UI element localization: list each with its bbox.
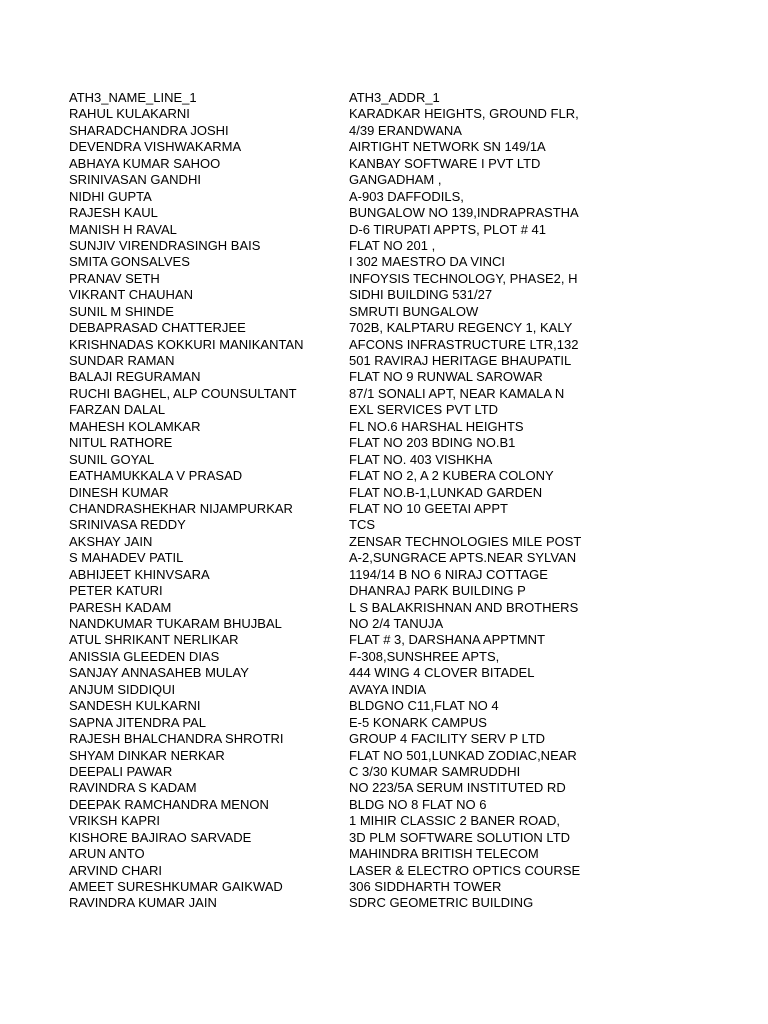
name-cell: DEEPAK RAMCHANDRA MENON [69,796,269,812]
address-cell: A-2,SUNGRACE APTS.NEAR SYLVAN [349,550,577,566]
name-cell: VIKRANT CHAUHAN [69,287,194,303]
table-row [69,304,589,320]
table-row [69,517,589,533]
table-row [69,222,589,238]
name-cell: SHYAM DINKAR NERKAR [69,747,225,763]
address-cell: 3D PLM SOFTWARE SOLUTION LTD [349,829,571,845]
table-row [69,369,589,385]
table-row [69,123,589,139]
table-row [69,632,589,648]
table-row [69,649,589,665]
table-row [69,238,589,254]
address-cell: I 302 MAESTRO DA VINCI [349,254,506,270]
address-cell: FLAT NO 501,LUNKAD ZODIAC,NEAR [349,747,577,763]
name-cell: PETER KATURI [69,583,163,599]
name-cell: KISHORE BAJIRAO SARVADE [69,829,252,845]
name-cell: RUCHI BAGHEL, ALP COUNSULTANT [69,385,297,401]
address-cell: DHANRAJ PARK BUILDING P [349,583,526,599]
name-cell: S MAHADEV PATIL [69,550,184,566]
name-cell: SANDESH KULKARNI [69,698,201,714]
name-cell: ANISSIA GLEEDEN DIAS [69,648,220,664]
name-cell: PARESH KADAM [69,599,172,615]
table-row [69,534,589,550]
table-row [69,567,589,583]
name-cell: RAJESH BHALCHANDRA SHROTRI [69,731,284,747]
address-cell: MAHINDRA BRITISH TELECOM [349,846,539,862]
address-cell: A-903 DAFFODILS, [349,188,464,204]
table-row [69,271,589,287]
address-cell: F-308,SUNSHREE APTS, [349,648,500,664]
address-cell: 444 WING 4 CLOVER BITADEL [349,665,535,681]
address-cell: FLAT NO 10 GEETAI APPT [349,500,508,516]
address-cell: LASER & ELECTRO OPTICS COURSE [349,862,581,878]
table-row [69,485,589,501]
table-row [69,189,589,205]
address-cell: C 3/30 KUMAR SAMRUDDHI [349,763,521,779]
name-cell: AKSHAY JAIN [69,533,153,549]
name-cell: SANJAY ANNASAHEB MULAY [69,665,249,681]
name-cell: AMEET SURESHKUMAR GAIKWAD [69,879,283,894]
name-address-table [69,90,589,912]
table-row [69,698,589,714]
address-cell: 1194/14 B NO 6 NIRAJ COTTAGE [349,566,548,582]
table-row [69,172,589,188]
address-cell: 501 RAVIRAJ HERITAGE BHAUPATIL [349,353,572,368]
name-cell: MAHESH KOLAMKAR [69,418,201,434]
table-row [69,337,589,353]
address-cell: SDRC GEOMETRIC BUILDING [349,895,534,911]
address-cell: E-5 KONARK CAMPUS [349,714,487,730]
table-row [69,106,589,122]
name-cell: ABHIJEET KHINVSARA [69,566,210,582]
name-cell: SUNJIV VIRENDRASINGH BAIS [69,237,261,253]
address-cell: GROUP 4 FACILITY SERV P LTD [349,731,546,747]
name-cell: ARUN ANTO [69,846,145,862]
table-row [69,139,589,155]
address-cell: AIRTIGHT NETWORK SN 149/1A [349,139,546,155]
address-cell: GANGADHAM , [349,172,442,188]
address-cell: FLAT NO.B-1,LUNKAD GARDEN [349,484,543,500]
address-cell: NO 223/5A SERUM INSTITUTED RD [349,780,566,796]
name-cell: ARVIND CHARI [69,862,162,878]
address-cell: TCS [349,517,375,533]
address-cell: BLDG NO 8 FLAT NO 6 [349,796,487,812]
name-cell: SMITA GONSALVES [69,254,190,270]
table-row [69,435,589,451]
table-row [69,797,589,813]
table-row [69,780,589,796]
address-cell: 4/39 ERANDWANA [349,122,462,138]
table-row [69,895,589,911]
address-cell: 702B, KALPTARU REGENCY 1, KALY [349,320,573,336]
table-row [69,468,589,484]
address-cell: L S BALAKRISHNAN AND BROTHERS [349,599,579,615]
address-cell: 87/1 SONALI APT, NEAR KAMALA N [349,385,565,401]
table-row [69,205,589,221]
address-cell: FLAT # 3, DARSHANA APPTMNT [349,632,546,648]
table-row [69,813,589,829]
name-cell: SUNDAR RAMAN [69,353,175,368]
name-cell: DEBAPRASAD CHATTERJEE [69,320,246,336]
table-row [69,550,589,566]
name-cell: ATUL SHRIKANT NERLIKAR [69,632,239,648]
address-cell: 306 SIDDHARTH TOWER [349,879,502,894]
address-cell: KARADKAR HEIGHTS, GROUND FLR, [349,106,579,122]
name-cell: ABHAYA KUMAR SAHOO [69,155,221,171]
address-cell: 1 MIHIR CLASSIC 2 BANER ROAD, [349,813,560,829]
name-cell: CHANDRASHEKHAR NIJAMPURKAR [69,500,293,516]
name-cell: NIDHI GUPTA [69,188,152,204]
name-cell: DEEPALI PAWAR [69,763,173,779]
table-row [69,254,589,270]
name-cell: SUNIL M SHINDE [69,303,174,319]
table-row [69,501,589,517]
table-row [69,419,589,435]
address-cell: FLAT NO 201 , [349,237,436,253]
table-row [69,600,589,616]
name-cell: PRANAV SETH [69,270,160,286]
table-row [69,764,589,780]
table-body [69,106,589,911]
table-row [69,156,589,172]
address-cell: FL NO.6 HARSHAL HEIGHTS [349,418,524,434]
address-cell: BLDGNO C11,FLAT NO 4 [349,698,499,714]
table-row [69,665,589,681]
table-row [69,583,589,599]
address-cell: FLAT NO. 403 VISHKHA [349,451,493,467]
table-row [69,748,589,764]
table-row [69,320,589,336]
header-row [69,90,589,106]
table-row [69,353,589,369]
address-cell: D-6 TIRUPATI APPTS, PLOT # 41 [349,221,546,237]
table-row [69,287,589,303]
table-row [69,731,589,747]
name-cell: DINESH KUMAR [69,484,169,500]
name-cell: FARZAN DALAL [69,402,166,418]
address-cell: BUNGALOW NO 139,INDRAPRASTHA [349,205,579,221]
name-cell: BALAJI REGURAMAN [69,369,201,385]
name-cell: SHARADCHANDRA JOSHI [69,122,229,138]
address-cell: INFOYSIS TECHNOLOGY, PHASE2, H [349,270,578,286]
table-row [69,616,589,632]
name-cell: SRINIVASA REDDY [69,517,186,533]
address-cell: EXL SERVICES PVT LTD [349,402,499,418]
name-cell: RAJESH KAUL [69,205,158,221]
address-cell: SMRUTI BUNGALOW [349,303,479,319]
address-cell: AVAYA INDIA [349,681,427,697]
table-row [69,682,589,698]
name-cell: ANJUM SIDDIQUI [69,681,176,697]
table-row [69,452,589,468]
name-column-header: ATH3_NAME_LINE_1 [69,90,197,105]
name-cell: KRISHNADAS KOKKURI MANIKANTAN [69,336,304,352]
name-cell: RAVINDRA S KADAM [69,780,197,796]
address-cell: SIDHI BUILDING 531/27 [349,287,493,303]
table-row [69,879,589,895]
name-cell: VRIKSH KAPRI [69,813,161,829]
name-cell: SRINIVASAN GANDHI [69,172,201,188]
name-cell: RAVINDRA KUMAR JAIN [69,895,217,911]
address-cell: AFCONS INFRASTRUCTURE LTR,132 [349,336,579,352]
address-cell: ZENSAR TECHNOLOGIES MILE POST [349,533,582,549]
table-row [69,846,589,862]
table-row [69,830,589,846]
address-cell: FLAT NO 203 BDING NO.B1 [349,435,516,451]
table-row [69,715,589,731]
table-row [69,402,589,418]
table-row [69,386,589,402]
address-cell: NO 2/4 TANUJA [349,616,444,631]
address-cell: KANBAY SOFTWARE I PVT LTD [349,155,541,171]
name-cell: NANDKUMAR TUKARAM BHUJBAL [69,616,282,631]
name-cell: DEVENDRA VISHWAKARMA [69,139,242,155]
name-cell: EATHAMUKKALA V PRASAD [69,468,243,484]
name-cell: MANISH H RAVAL [69,221,177,237]
name-cell: SUNIL GOYAL [69,451,155,467]
name-cell: NITUL RATHORE [69,435,173,451]
name-cell: SAPNA JITENDRA PAL [69,714,207,730]
address-column-header: ATH3_ADDR_1 [349,90,440,105]
name-cell: RAHUL KULAKARNI [69,106,190,122]
table-row [69,863,589,879]
address-cell: FLAT NO 2, A 2 KUBERA COLONY [349,468,554,484]
address-cell: FLAT NO 9 RUNWAL SAROWAR [349,369,543,385]
